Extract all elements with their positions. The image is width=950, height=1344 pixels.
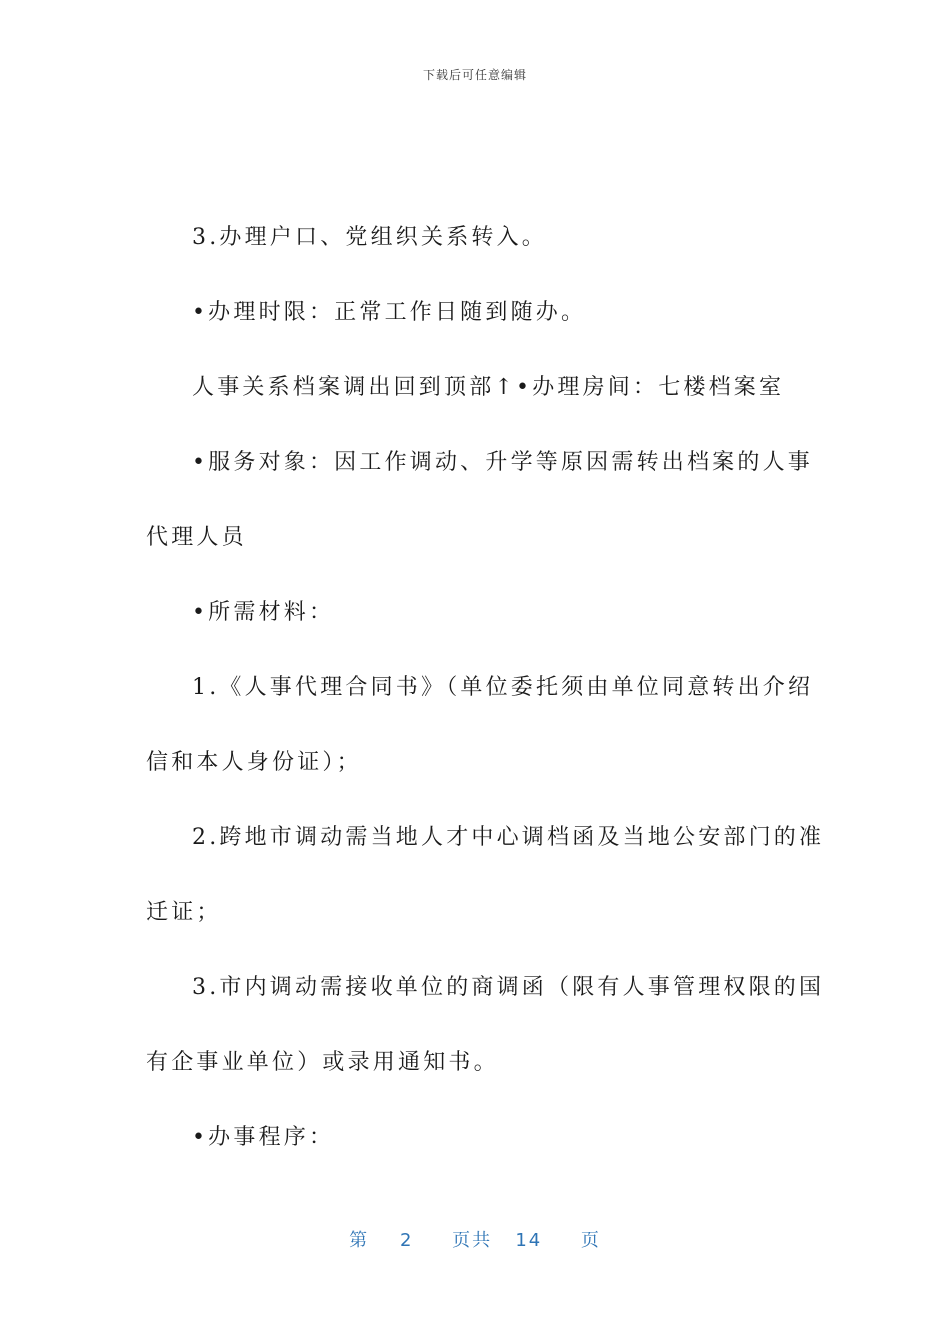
paragraph: •办事程序： — [192, 1125, 335, 1150]
total-pages-number: 14 — [515, 1230, 543, 1251]
paragraph: 代理人员 — [146, 525, 247, 550]
paragraph: 人事关系档案调出回到顶部↑•办理房间：七楼档案室 — [192, 375, 785, 400]
paragraph: 有企事业单位）或录用通知书。 — [146, 1050, 499, 1075]
page-label-suffix: 页 — [580, 1230, 601, 1251]
page-label-mid: 页共 — [452, 1230, 493, 1251]
paragraph: •所需材料： — [192, 600, 335, 625]
paragraph: 信和本人身份证）； — [146, 750, 362, 775]
current-page-number: 2 — [400, 1230, 414, 1251]
document-body — [146, 200, 825, 1175]
paragraph: 迁证； — [146, 900, 222, 925]
page-label-prefix: 第 — [349, 1230, 370, 1251]
paragraph: •服务对象：因工作调动、升学等原因需转出档案的人事 — [192, 450, 813, 475]
paragraph: 2.跨地市调动需当地人才中心调档函及当地公安部门的准 — [192, 825, 825, 850]
paragraph: 3.办理户口、党组织关系转入。 — [192, 225, 547, 250]
paragraph: •办理时限：正常工作日随到随办。 — [192, 300, 587, 325]
page-footer — [0, 1226, 950, 1252]
paragraph: 1.《人事代理合同书》（单位委托须由单位同意转出介绍 — [192, 675, 814, 700]
paragraph: 3.市内调动需接收单位的商调函（限有人事管理权限的国 — [192, 975, 825, 1000]
header-note: 下载后可任意编辑 — [422, 68, 527, 82]
